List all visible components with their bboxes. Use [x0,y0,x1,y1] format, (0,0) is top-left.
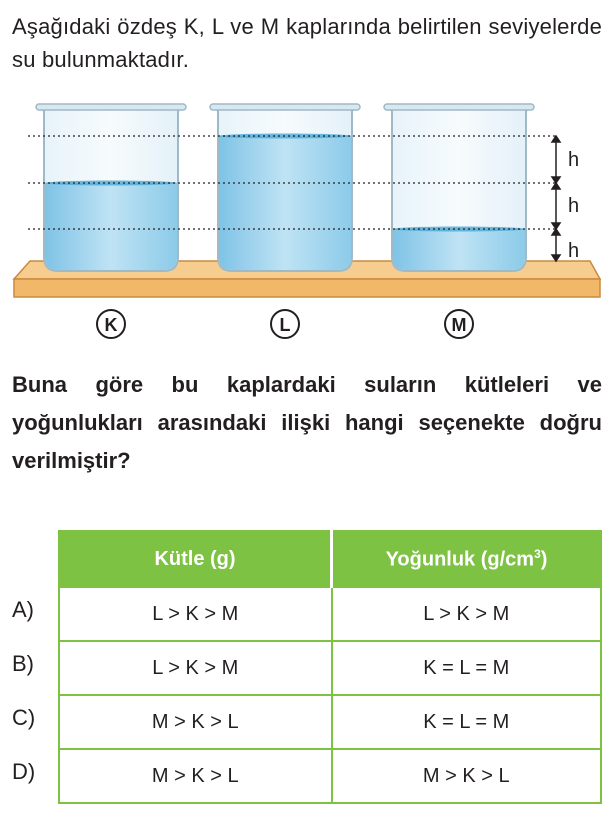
height-label-1: h [568,149,580,171]
option-row-b[interactable] [59,641,601,695]
option-b-mass: L > K > M [59,641,332,695]
option-a-density: L > K > M [332,587,602,641]
option-b-density: K = L = M [332,641,602,695]
container-label-m: M [451,315,467,335]
beaker-k [36,104,186,271]
option-letter-c[interactable]: C) [12,705,36,730]
option-d-density: M > K > L [332,749,602,803]
option-c-density: K = L = M [332,695,602,749]
beakers-figure [0,95,610,355]
option-row-a[interactable] [59,587,601,641]
option-c-mass: M > K > L [59,695,332,749]
height-label-3: h [568,240,580,262]
container-label-l: L [279,315,291,335]
option-letter-a[interactable]: A) [12,597,34,622]
answer-table [58,530,602,804]
option-d-mass: M > K > L [59,749,332,803]
shelf-front [14,279,600,297]
header-mass: Kütle (g) [59,531,332,587]
height-arrows [552,136,560,261]
container-label-k: K [104,315,118,335]
option-letter-b[interactable]: B) [12,651,34,676]
option-letter-d[interactable]: D) [12,759,36,784]
option-a-mass: L > K > M [59,587,332,641]
question-text: Buna göre bu kaplardaki suların kütleleri ve yoğunlukları arasındaki ilişki hangi seçenekte doğru verilmiştir? [12,372,602,473]
option-row-c[interactable] [59,695,601,749]
beaker-m [384,104,534,271]
option-row-d[interactable] [59,749,601,803]
intro-text: Aşağıdaki özdeş K, L ve M kaplarında belirtilen seviyelerde su bulunmaktadır. [12,14,602,72]
height-label-2: h [568,195,580,217]
header-density: Yoğunluk $(g/cm^3)$ [332,531,602,587]
beaker-l [210,104,360,271]
